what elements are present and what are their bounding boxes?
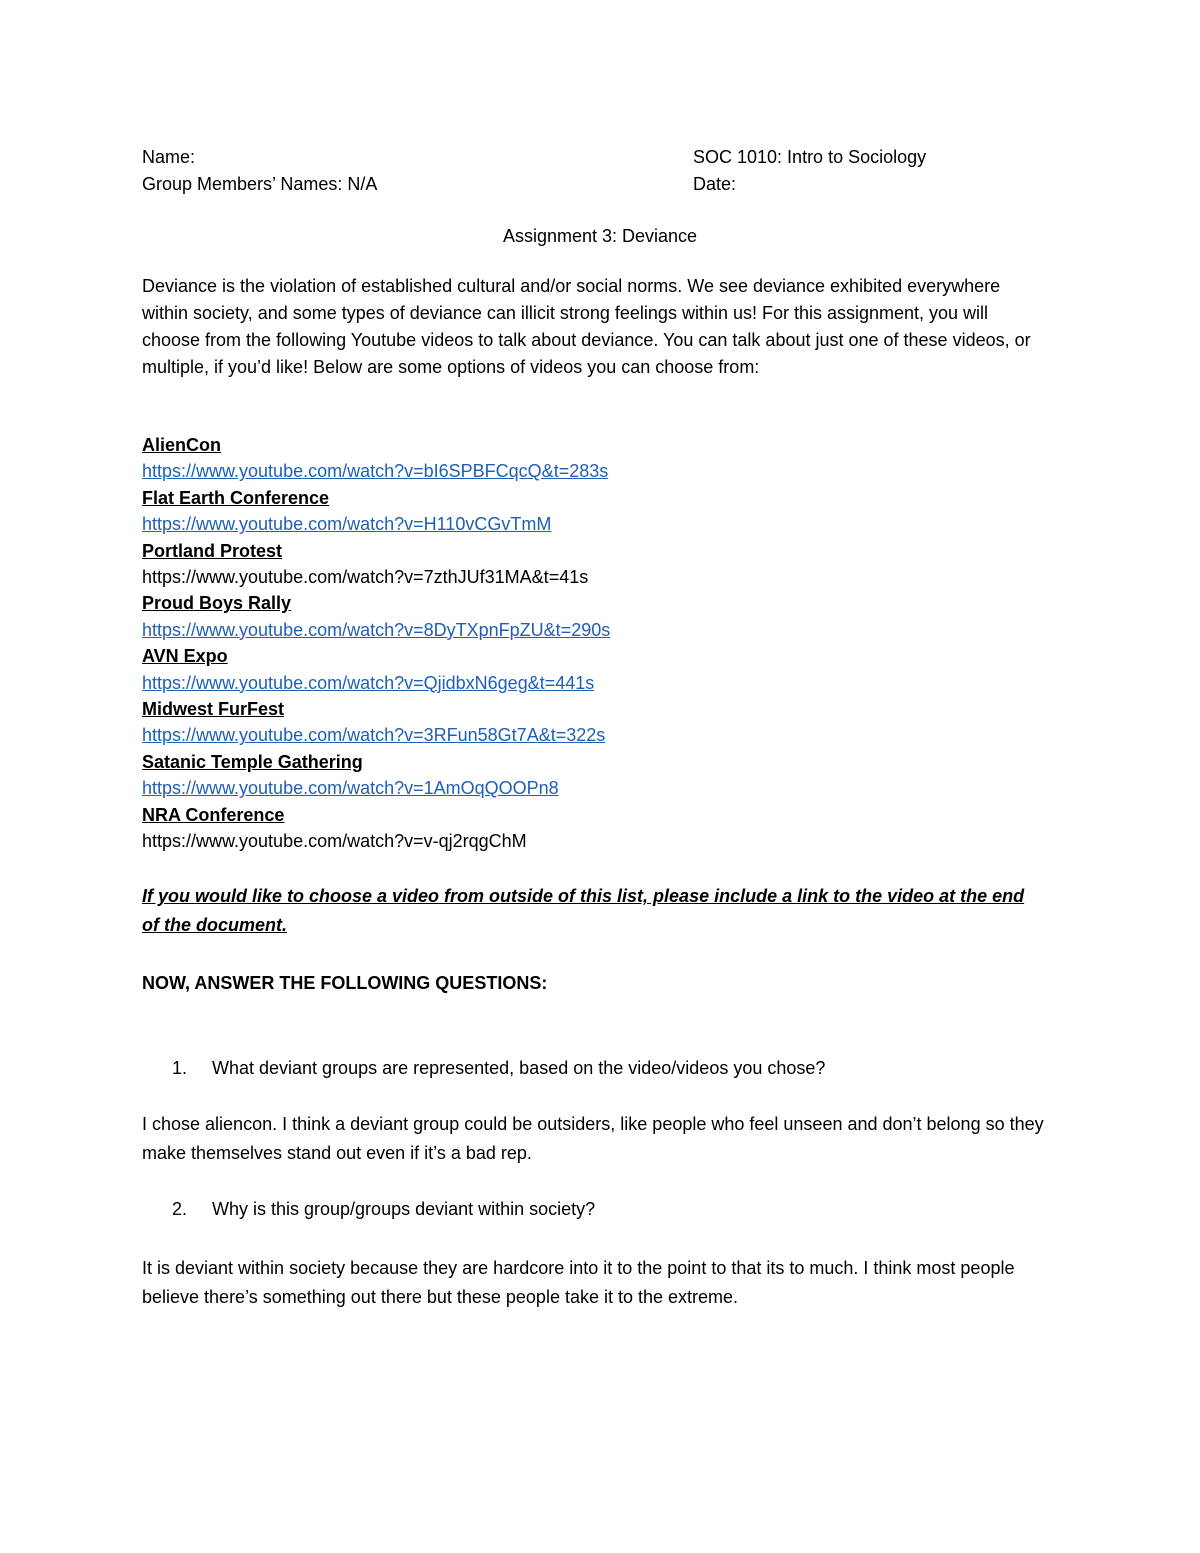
video-link[interactable]: https://www.youtube.com/watch?v=1AmOqQOOPn8 [142,778,559,799]
video-title: Midwest FurFest [142,699,285,720]
question-text: What deviant groups are represented, based on the video/videos you chose? [212,1058,826,1078]
video-link[interactable]: https://www.youtube.com/watch?v=8DyTXpnFpZU&t=290s [142,619,611,640]
course-label: SOC 1010: Intro to Sociology [693,147,927,167]
answer-2: It is deviant within society because they are hardcore into it to the point to that its to much. I think most people believe there’s something out there but these people take it to the extreme. [142,1258,1015,1307]
header-left [142,144,377,198]
video-link[interactable]: https://www.youtube.com/watch?v=H110vCGvTmM [142,514,552,535]
question-number: 2. [172,1199,188,1219]
question-2 [172,1196,595,1222]
outside-video-note: If you would like to choose a video from outside of this list, please include a link to the video at the end of the document. [142,886,1025,935]
video-url-text: https://www.youtube.com/watch?v=v-qj2rqgChM [142,831,527,852]
video-title: Satanic Temple Gathering [142,751,363,772]
intro-paragraph: Deviance is the violation of established cultural and/or social norms. We see deviance exhibited everywhere within society, and some types of deviance can illicit strong feelings within us! For this assignment, you will choose from the following Youtube videos to talk about deviance. You can talk about just one of these videos, or multiple, if you’d like! Below are some options of videos you can choose from: [142,276,1031,377]
video-title: Portland Protest [142,540,283,561]
video-list [142,432,610,855]
question-text: Why is this group/groups deviant within society? [212,1199,596,1219]
video-title: Flat Earth Conference [142,487,330,508]
name-label: Name: [142,147,196,167]
date-label: Date: [693,174,737,194]
video-title: Proud Boys Rally [142,593,292,614]
question-number: 1. [172,1058,188,1078]
assignment-title: Assignment 3: Deviance [502,226,698,246]
video-title: NRA Conference [142,804,285,825]
header-right [693,144,926,198]
answer-1: I chose aliencon. I think a deviant group could be outsiders, like people who feel unseen and don’t belong so they make themselves stand out even if it’s a bad rep. [142,1114,1044,1163]
video-title: AVN Expo [142,646,228,667]
group-members-label: Group Members’ Names: N/A [142,174,378,194]
instructions-heading: NOW, ANSWER THE FOLLOWING QUESTIONS: [142,973,548,993]
video-link[interactable]: https://www.youtube.com/watch?v=3RFun58Gt7A&t=322s [142,725,606,746]
video-link[interactable]: https://www.youtube.com/watch?v=bI6SPBFCqcQ&t=283s [142,461,609,482]
video-title: AlienCon [142,435,221,455]
video-link[interactable]: https://www.youtube.com/watch?v=QjidbxN6geg&t=441s [142,672,595,693]
question-1 [172,1055,825,1081]
video-url-text: https://www.youtube.com/watch?v=7zthJUf31MA&t=41s [142,567,589,588]
